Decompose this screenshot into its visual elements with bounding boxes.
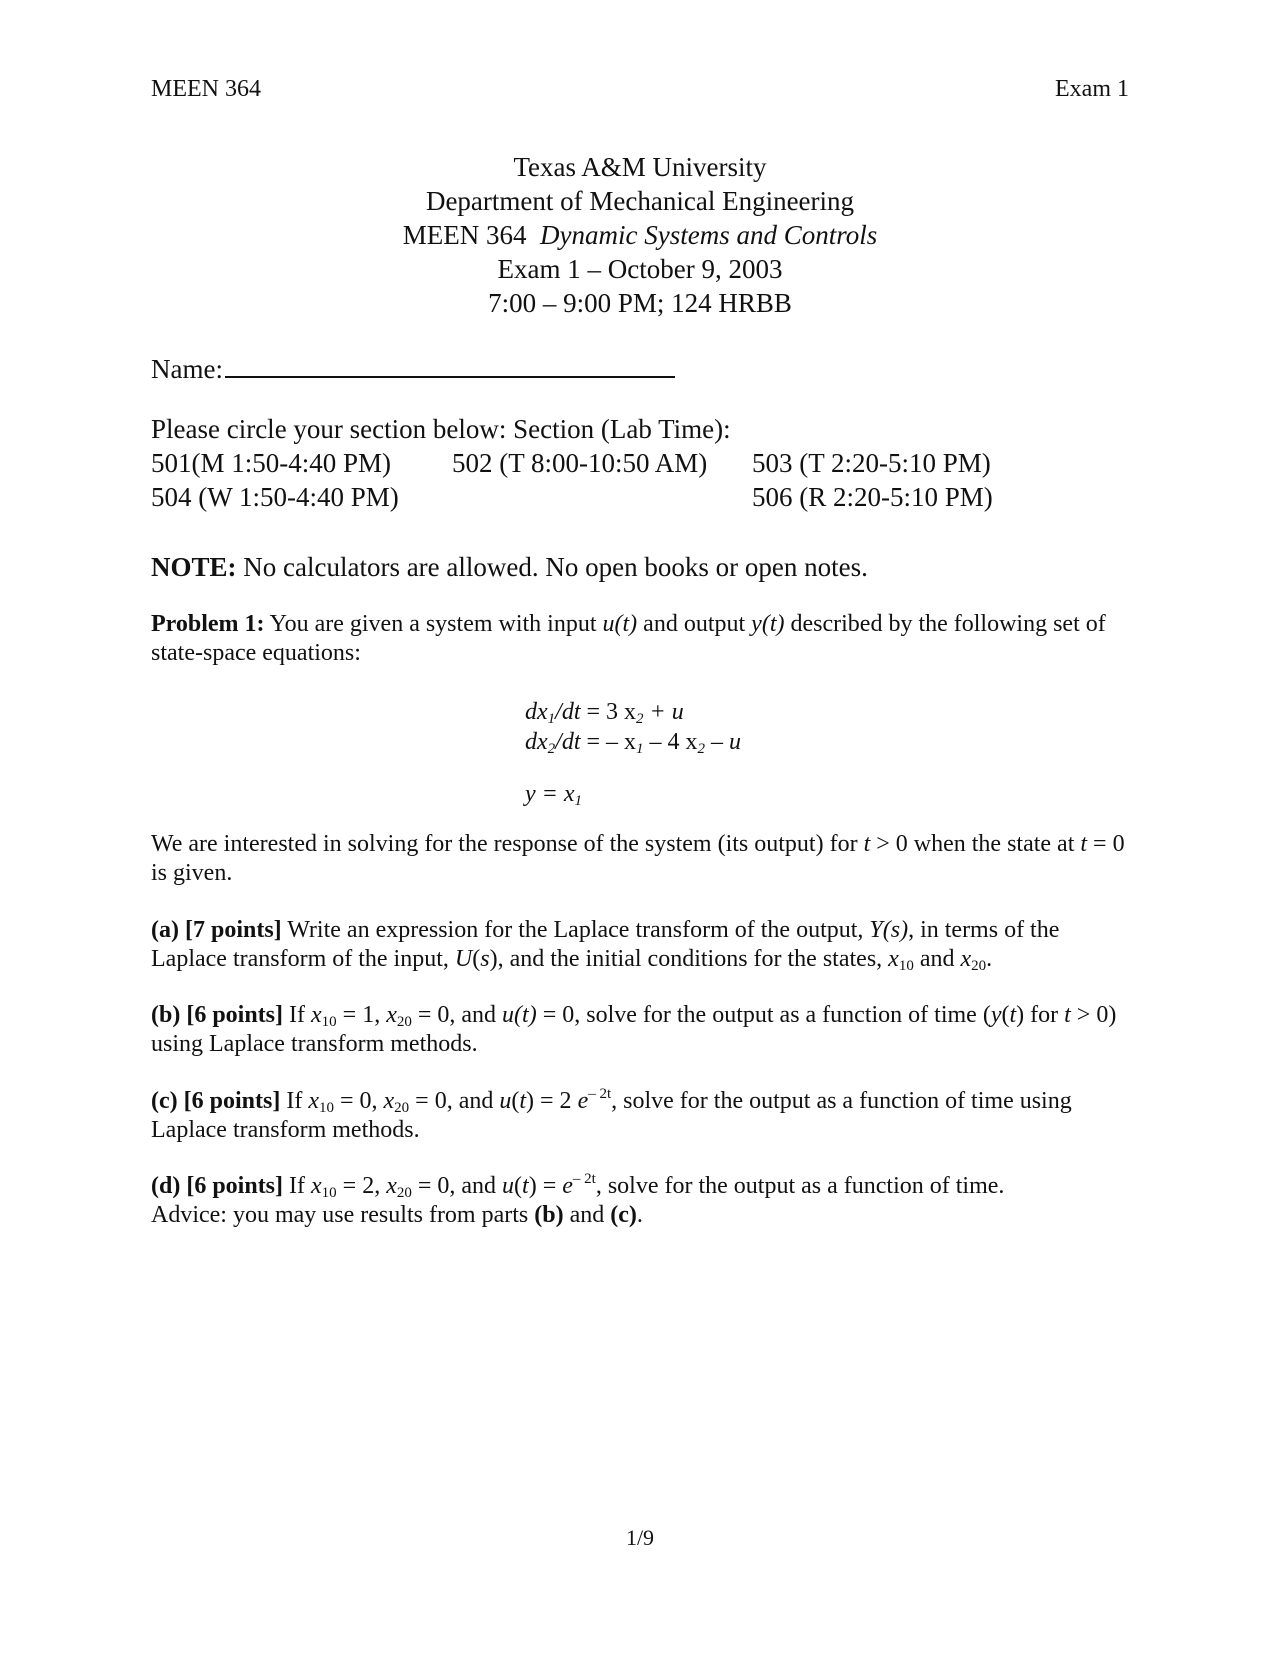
university-name: Texas A&M University [513,152,767,182]
part-ref-c: (c) [610,1202,637,1228]
para-text: = 0, and [409,1088,500,1114]
var-t: t [522,1173,529,1199]
eq-text: dx [525,729,548,755]
eq-text: – u [705,729,742,755]
eq-sub: 1 [636,741,644,757]
problem1-text: and output [637,611,752,637]
para-text: = 0 is given. [151,831,1125,886]
eq-text: /dt [555,699,581,725]
note-line [151,552,868,583]
eq-sub: 1 [574,793,582,809]
var-y: y [990,1002,1002,1028]
eq-text: – 4 x [643,729,698,755]
problem1-text: You are given a system with input [264,611,603,637]
para-text: We are interested in solving for the response of the system (its output) for [151,831,864,857]
para-text: , solve for the output as a function of time using Laplace transform methods. [151,1088,1072,1143]
part-b [151,1001,1136,1059]
eq-sub: 2 [636,711,644,727]
page-number: 1/9 [625,1525,655,1550]
section-501[interactable]: 501(M 1:50-4:40 PM) [151,448,392,478]
var-x: x [960,946,972,972]
var-x: x [888,946,899,972]
input-symbol: u(t) [602,611,638,637]
section-503[interactable]: 503 (T 2:20-5:10 PM) [752,448,991,478]
para-text: = 1, [336,1002,387,1028]
para-text: ( [1001,1002,1010,1028]
part-a-label: (a) [7 points] [151,917,282,943]
problem1-label: Problem 1: [151,611,265,637]
exponent: – 2t [572,1171,596,1187]
para-text: ( [514,1173,523,1199]
eq-text: = – x [580,729,637,755]
name-blank[interactable] [225,350,675,378]
eq-text: + u [643,699,684,725]
section-prompt: Please circle your section below: Section (Lab Time): [151,414,731,444]
eq-sub: 1 [547,711,556,727]
var-x: x [386,1002,397,1028]
para-text: ), and the initial conditions for the states, [489,946,889,972]
course-name: Dynamic Systems and Controls [540,220,878,250]
var-sub: 20 [396,1014,412,1030]
para-text: , solve for the output as a function of time. [595,1173,1005,1199]
var-e: e [577,1088,589,1114]
note-label: NOTE: [151,552,237,582]
para-text: . [986,946,993,972]
department-name: Department of Mechanical Engineering [425,186,855,216]
title-block [0,150,1280,320]
note-text: No calculators are allowed. No open books or open notes. [236,552,868,582]
para-text: > 0 when the state at [870,831,1081,857]
para-text: = 0, solve for the output as a function of time ( [536,1002,991,1028]
para-text: > 0) using Laplace transform methods. [151,1002,1117,1057]
part-d-label: (d) [6 points] [151,1173,284,1199]
problem1-intro [151,610,1136,668]
para-text: If [280,1088,309,1114]
var-u: u [502,1173,515,1199]
exam-time-room: 7:00 – 9:00 PM; 124 HRBB [488,288,792,318]
para-text: ( [511,1088,520,1114]
equation-3 [525,780,582,808]
advice-text: and [563,1202,611,1228]
para-text: = 2, [336,1173,387,1199]
part-a [151,916,1136,974]
para-text: If [283,1173,311,1199]
var-sub: 20 [971,958,987,974]
var-x: x [311,1173,322,1199]
var-t: t [519,1088,527,1114]
eq-text: /dt [555,729,581,755]
para-text: ) for [1016,1002,1065,1028]
para-text: ( [472,946,481,972]
section-502[interactable]: 502 (T 8:00-10:50 AM) [452,448,708,478]
var-sub: 10 [321,1185,337,1201]
var-sub: 10 [898,958,914,974]
var-u: u(t) [502,1002,537,1028]
para-text: and [913,946,961,972]
var-t: t [1064,1002,1071,1028]
problem1-text: described by the following set of state-space equations: [151,611,1106,666]
output-symbol: y(t) [751,611,785,637]
var-U: U [454,946,473,972]
para-text: = 0, and [411,1002,503,1028]
exam-date: Exam 1 – October 9, 2003 [497,254,783,284]
para-text: Write an expression for the Laplace transform of the output, [281,917,870,943]
section-504[interactable]: 504 (W 1:50-4:40 PM) [151,482,399,512]
var-x: x [386,1173,397,1199]
var-e: e [562,1173,573,1199]
var-Ys: Y(s) [869,917,909,943]
header-course: MEEN 364 [151,76,261,102]
eq-text: y = x [525,781,575,807]
header-exam: Exam 1 [1055,76,1129,102]
section-506[interactable]: 506 (R 2:20-5:10 PM) [752,482,993,512]
var-s: s [480,946,490,972]
var-x: x [308,1088,319,1114]
para-text: ) = 2 [526,1088,578,1114]
part-ref-b: (b) [534,1202,564,1228]
eq-sub: 2 [547,741,556,757]
eq-sub: 2 [697,741,706,757]
var-t: t [1009,1002,1017,1028]
part-d [151,1172,1136,1230]
para-text: If [283,1002,311,1028]
eq-text: dx [525,699,548,725]
var-sub: 10 [318,1100,334,1116]
course-code: MEEN 364 [402,220,527,250]
var-sub: 10 [321,1014,337,1030]
para-text: = 0, [333,1088,384,1114]
var-t: t [1080,831,1088,857]
name-row [151,350,675,385]
advice-text: Advice: you may use results from parts [151,1202,535,1228]
var-t: t [863,831,871,857]
part-b-label: (b) [6 points] [151,1002,284,1028]
equation-1 [525,698,684,726]
eq-text: = 3 x [580,699,637,725]
exponent: – 2t [588,1086,612,1102]
interest-paragraph [151,830,1136,888]
var-x: x [311,1002,322,1028]
part-c [151,1087,1136,1145]
var-x: x [383,1088,395,1114]
para-text: = 0, and [411,1173,503,1199]
para-text: , in terms of the Laplace transform of the input, [151,917,1060,972]
course-title [0,218,1280,252]
advice-text: . [636,1202,643,1228]
var-u: u [499,1088,512,1114]
para-text: ) = [528,1173,563,1199]
var-sub: 20 [394,1100,410,1116]
name-label: Name: [151,354,223,384]
var-sub: 20 [396,1185,412,1201]
part-c-label: (c) [6 points] [151,1088,281,1114]
equation-2 [525,728,741,756]
